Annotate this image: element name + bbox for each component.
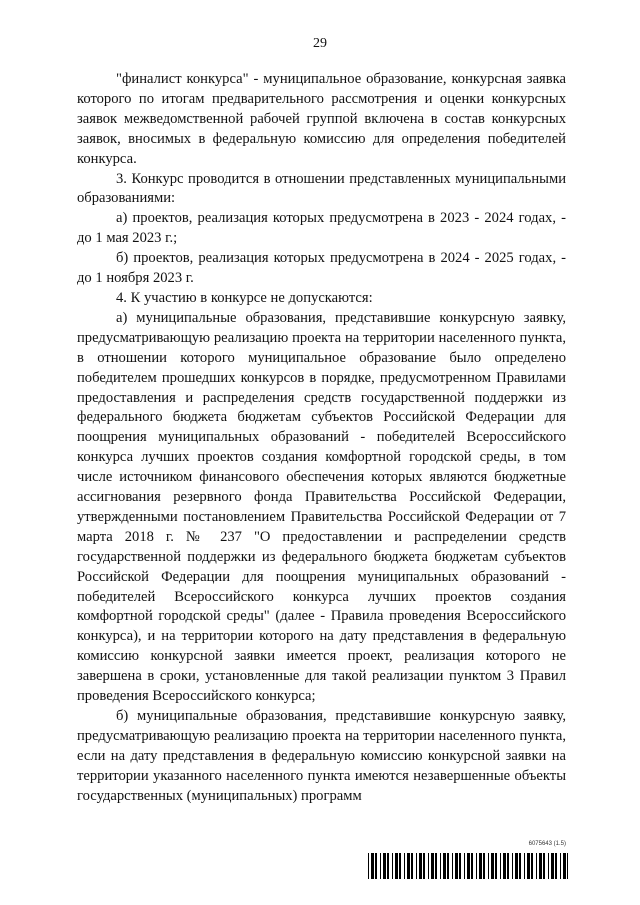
page-number: 29 [313, 36, 327, 51]
paragraph-item-4: 4. К участию в конкурсе не допускаются: [116, 289, 373, 306]
body-text [77, 70, 566, 807]
paragraph-item-3a: а) проектов, реализация которых предусмотрена в 2023 - 2024 годах, - до 1 мая 2023 г.; [77, 210, 566, 247]
paragraph-finalist-definition: "финалист конкурса" - муниципальное образование, конкурсная заявка которого по итогам предварительного рассмотрения и оценки конкурсных заявок межведомственной рабочей группой включена в состав конкурсных заявок, вносимых в федеральную комиссию для определения победителей конкурса. [77, 71, 566, 167]
paragraph-item-4b: б) муниципальные образования, представившие конкурсную заявку, предусматривающую реализацию проекта на территории населенного пункта, если на дату представления в федеральную комиссию конкурсной заявки на территории указанного населенного пункта имеются незавершенные объекты государственных (муниципальных) программ [77, 708, 566, 804]
paragraph-item-3b: б) проектов, реализация которых предусмотрена в 2024 - 2025 годах, - до 1 ноября 2023 г. [77, 250, 566, 287]
paragraph-item-4a: а) муниципальные образования, представившие конкурсную заявку, предусматривающую реализацию проекта на территории населенного пункта, в отношении которого муниципальное образование было определено победителем прошедших конкурсов в порядке, предусмотренном Правилами предоставления и распределения средств государственной поддержки из федерального бюджета бюджетам субъектов Российской Федерации для поощрения муниципальных образований - победителей Всероссийского конкурса лучших проектов создания комфортной городской среды, в том числе источником финансового обеспечения которых являются бюджетные ассигнования резервного фонда Правительства Российской Федерации, утвержденными постановлением Правительства Российской Федерации от 7 марта 2018 г. № 237 "О предоставлении и распределении средств государственной поддержки из федерального бюджета бюджетам субъектов Российской Федерации для поощрения муниципальных образований - победителей Всероссийского конкурса лучших проектов создания комфортной городской среды" (далее - Правила проведения Всероссийского конкурса), и на территории которого на дату представления в федеральную комиссию конкурсной заявки имеется проект, реализация которого не завершена в сроки, установленные для такой реализации пунктом 3 Правил проведения Всероссийского конкурса; [77, 309, 566, 705]
document-code: 6075643 (1.5) [528, 841, 566, 847]
barcode-icon [368, 853, 568, 879]
paragraph-item-3: 3. Конкурс проводится в отношении представленных муниципальными образованиями: [77, 170, 566, 207]
